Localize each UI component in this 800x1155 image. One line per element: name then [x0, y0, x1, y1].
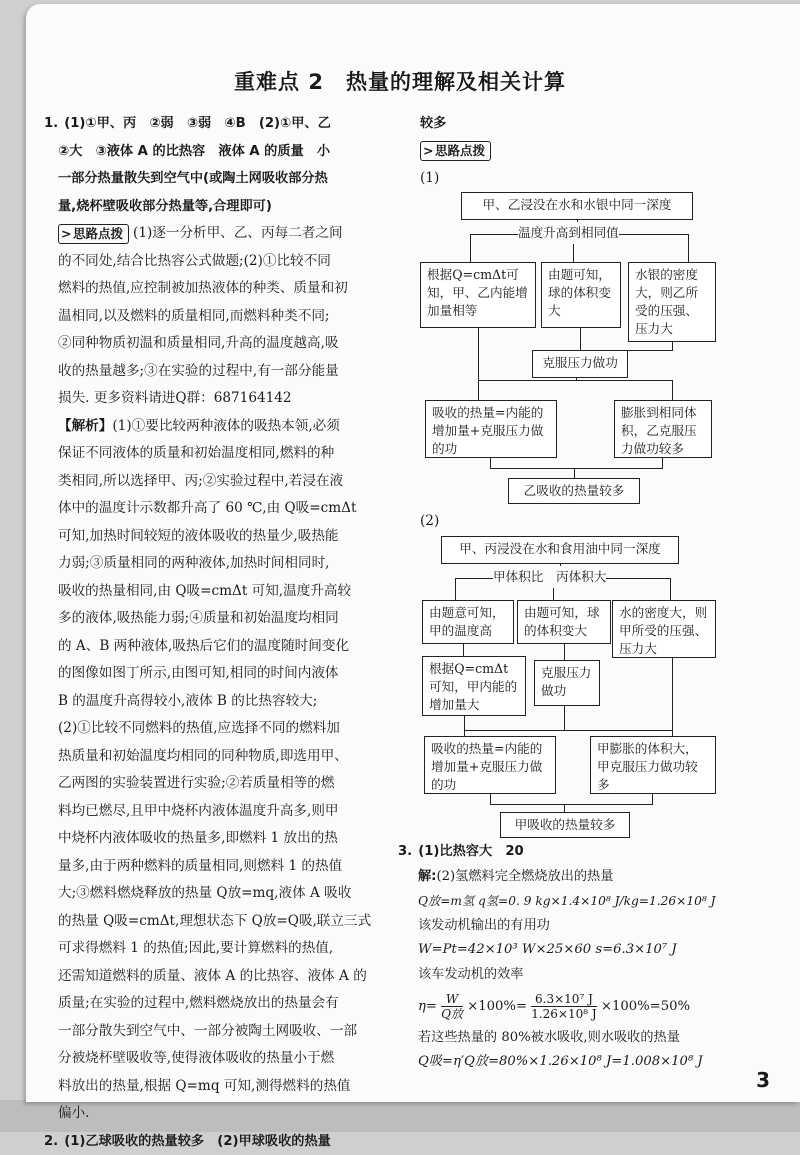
- fc1-label: (1): [398, 165, 758, 193]
- q2-answer-text: (1)乙球吸收的热量较多 (2)甲球吸收的热量: [64, 1134, 331, 1149]
- tip-line: 温相同,以及燃料的质量相同,而燃料种类不同;: [58, 303, 384, 331]
- page-number: 3: [756, 1068, 770, 1092]
- analysis-line: 体中的温度计示数都升高了 60 ℃,由 Q吸=cmΔt: [58, 495, 384, 523]
- fc1-result-box: 乙吸收的热量较多: [508, 478, 640, 504]
- q1-answer-line: 量,烧杯壁吸收部分热量等,合理即可): [44, 193, 384, 221]
- analysis-line: 乙两图的实验装置进行实验;②若质量相等的燃: [58, 770, 384, 798]
- analysis-line: 大;③燃料燃烧释放的热量 Q放=mq,液体 A 吸收: [58, 880, 384, 908]
- fc2-box-3: 水的密度大，则甲所受的压强、压力大: [612, 600, 716, 658]
- fc2-label: (2): [420, 508, 439, 536]
- fraction-values: [531, 992, 596, 1021]
- tip-badge: [420, 141, 491, 161]
- fc2-left-box-3: 吸收的热量=内能的增加量+克服压力做的功: [424, 736, 556, 794]
- analysis-label: 【解析】: [58, 413, 112, 441]
- efficiency-equation: [398, 988, 758, 1026]
- fraction-numerator: 6.3×10⁷ J: [531, 992, 596, 1007]
- analysis-line: (2)①比较不同燃料的热值,应选择不同的燃料加: [58, 715, 384, 743]
- tip-line: 的不同处,结合比热容公式做题;(2)①比较不同: [58, 248, 384, 276]
- analysis-line: 的热量 Q吸=cmΔt,理想状态下 Q放=Q吸,联立三式: [58, 908, 384, 936]
- connector: [672, 658, 673, 730]
- q2-answer-continued: 较多: [398, 110, 758, 138]
- q1-answer: [44, 110, 384, 220]
- page-title: 重难点 2 热量的理解及相关计算: [0, 66, 800, 96]
- connector: [490, 804, 653, 805]
- fc2-left-box-2: 根据Q=cmΔt可知，甲内能的增加量大: [422, 656, 526, 716]
- eta-lhs: η=: [418, 999, 437, 1014]
- fraction-denominator: Q放: [441, 1007, 463, 1021]
- q1-answer-line: (1)①甲、丙 ②弱 ③弱 ④B (2)①甲、乙: [64, 116, 331, 131]
- analysis-line: 分被烧杯壁吸收等,使得液体吸收的热量小于燃: [58, 1045, 384, 1073]
- analysis-line: 偏小.: [58, 1100, 384, 1128]
- left-column: [44, 110, 384, 1155]
- analysis-line: 的图像如图丁所示,由图可知,相同的时间内液体: [58, 660, 384, 688]
- fc1-right-box: 膨胀到相同体积，乙克服压力做功较多: [614, 400, 712, 458]
- connector: [553, 588, 554, 600]
- connector: [573, 244, 574, 262]
- connector: [490, 458, 491, 468]
- fc2-box-2: 由题可知，球的体积变大: [517, 600, 611, 644]
- connector: [564, 804, 565, 812]
- connector: [490, 794, 491, 804]
- fc1-mid-label: 温度升高到相同值: [518, 222, 619, 241]
- q3-line: W=Pt=42×10³ W×25×60 s=6.3×10⁷ J: [398, 938, 758, 963]
- analysis-line: 吸收的热量相同,由 Q吸=cmΔt 可知,温度升高较: [58, 578, 384, 606]
- fraction-denominator: 1.26×10⁸ J: [531, 1007, 596, 1021]
- analysis-line: 热质量和初始温度均相同的同种物质,即选用甲、: [58, 743, 384, 771]
- fc2-work-box: 克服压力做功: [534, 660, 600, 706]
- analysis-line: 中烧杯内液体吸收的热量多,即燃料 1 放出的热: [58, 825, 384, 853]
- analysis-line: 质量;在实验的过程中,燃料燃烧放出的热量会有: [58, 990, 384, 1018]
- analysis-line: (1)①要比较两种液体的吸热本领,必须: [112, 418, 339, 434]
- q3-line: Q吸=η′Q放=80%×1.26×10⁸ J=1.008×10⁸ J: [398, 1050, 758, 1075]
- connector: [478, 380, 479, 400]
- connector: [470, 234, 471, 262]
- analysis-line: 可知,加热时间较短的液体吸收的热量少,吸热能: [58, 523, 384, 551]
- analysis-line: 还需知道燃料的质量、液体 A 的比热容、液体 A 的: [58, 963, 384, 991]
- fc1-work-box: 克服压力做功: [532, 350, 628, 378]
- connector: [464, 730, 673, 731]
- connector: [490, 468, 663, 469]
- q1-answer-line: ②大 ③液体 A 的比热容 液体 A 的质量 小: [44, 138, 384, 166]
- tip-line: 收的热量越多;③在实验的过程中,有一部分能量: [58, 358, 384, 386]
- tip-line: 损失. 更多资料请进Q群：687164142: [58, 385, 384, 413]
- q1-tip: [44, 220, 384, 413]
- q3-line: (1)比热容大 20: [418, 844, 524, 859]
- tip-line: (1)逐一分析甲、乙、丙每二者之间: [133, 225, 343, 241]
- connector: [688, 234, 689, 262]
- tip-label: 思路点拨: [435, 143, 485, 158]
- analysis-line: B 的温度升高得较小,液体 B 的比热容较大;: [58, 688, 384, 716]
- fc1-box-1: 根据Q=cmΔt可知，甲、乙内能增加量相等: [420, 262, 536, 328]
- connector: [672, 380, 673, 400]
- eta-rhs: ×100%=50%: [601, 999, 690, 1014]
- fraction-w-over-q: [441, 992, 463, 1021]
- analysis-line: 多的液体,吸热能力弱;④质量和初始温度均相同: [58, 605, 384, 633]
- connector: [580, 328, 581, 350]
- analysis-line: 力弱;③质量相同的两种液体,加热时间相同时,: [58, 550, 384, 578]
- q1-number: 1.: [44, 116, 58, 131]
- right-column: [398, 110, 758, 193]
- analysis-line: 类相同,所以选择甲、丙;②实验过程中,若浸在液: [58, 468, 384, 496]
- fc2-result-box: 甲吸收的热量较多: [500, 812, 630, 838]
- tip-line: 燃料的热值,应控制被加热液体的种类、质量和初: [58, 275, 384, 303]
- eta-mid: ×100%=: [467, 999, 527, 1014]
- connector: [662, 458, 663, 468]
- fraction-numerator: W: [441, 992, 463, 1007]
- connector: [672, 342, 673, 350]
- q3-line: (2)氢燃料完全燃烧放出的热量: [436, 869, 613, 884]
- connector: [564, 644, 565, 660]
- connector: [564, 706, 565, 730]
- connector: [576, 378, 577, 380]
- q3-line: Q放=m氢 q氢=0. 9 kg×1.4×10⁸ J/kg=1.26×10⁸ J: [398, 889, 758, 914]
- tip-badge: [58, 224, 129, 244]
- connector: [670, 578, 671, 600]
- q3-line: 若这些热量的 80%被水吸收,则水吸收的热量: [398, 1026, 758, 1051]
- analysis-line: 量多,由于两种燃料的质量相同,则燃料 1 的热值: [58, 853, 384, 881]
- q3-block: [398, 840, 758, 1075]
- analysis-line: 一部分散失到空气中、一部分被陶土网吸收、一部: [58, 1018, 384, 1046]
- tip-label: 思路点拨: [73, 226, 123, 241]
- q3-line: 该发动机输出的有用功: [398, 914, 758, 939]
- fc1-top-box: 甲、乙浸没在水和水银中同一深度: [461, 192, 693, 220]
- analysis-line: 料放出的热量,根据 Q=mq 可知,测得燃料的热值: [58, 1073, 384, 1101]
- q2-number: 2.: [44, 1134, 58, 1149]
- connector: [478, 380, 672, 381]
- solution-label: 解:: [418, 869, 436, 884]
- q3-line: 该车发动机的效率: [398, 963, 758, 988]
- analysis-line: 料均已燃尽,且甲中烧杯内液体温度升高多,则甲: [58, 798, 384, 826]
- fc1-left-box: 吸收的热量=内能的增加量+克服压力做的功: [425, 400, 557, 458]
- fc1-box-3: 水银的密度大，则乙所受的压强、压力大: [628, 262, 716, 342]
- analysis-line: 的 A、B 两种液体,吸热后它们的温度随时间变化: [58, 633, 384, 661]
- fc2-top-box: 甲、丙浸没在水和食用油中同一深度: [441, 536, 679, 564]
- analysis-line: 保证不同液体的质量和初始温度相同,燃料的种: [58, 440, 384, 468]
- connector: [463, 644, 464, 656]
- tip-line: ②同种物质初温和质量相同,升高的温度越高,吸: [58, 330, 384, 358]
- q1-answer-line: 一部分热量散失到空气中(或陶土网吸收部分热: [44, 165, 384, 193]
- connector: [478, 328, 479, 380]
- q1-analysis: [44, 413, 384, 1128]
- connector: [464, 716, 465, 730]
- connector: [455, 578, 456, 600]
- chevron-right-icon: >: [423, 142, 435, 160]
- q3-number: 3.: [398, 844, 412, 859]
- fc2-right-box: 甲膨胀的体积大，甲克服压力做功较多: [590, 736, 716, 794]
- chevron-right-icon: >: [61, 225, 73, 243]
- fc1-box-2: 由题可知，球的体积变大: [541, 262, 621, 328]
- connector: [652, 794, 653, 804]
- analysis-line: 可求得燃料 1 的热值;因此,要计算燃料的热值,: [58, 935, 384, 963]
- fc2-mid-label: 甲体积比 丙体积大: [493, 566, 606, 585]
- fc2-box-1: 由题意可知，甲的温度高: [422, 600, 514, 644]
- connector: [574, 468, 575, 478]
